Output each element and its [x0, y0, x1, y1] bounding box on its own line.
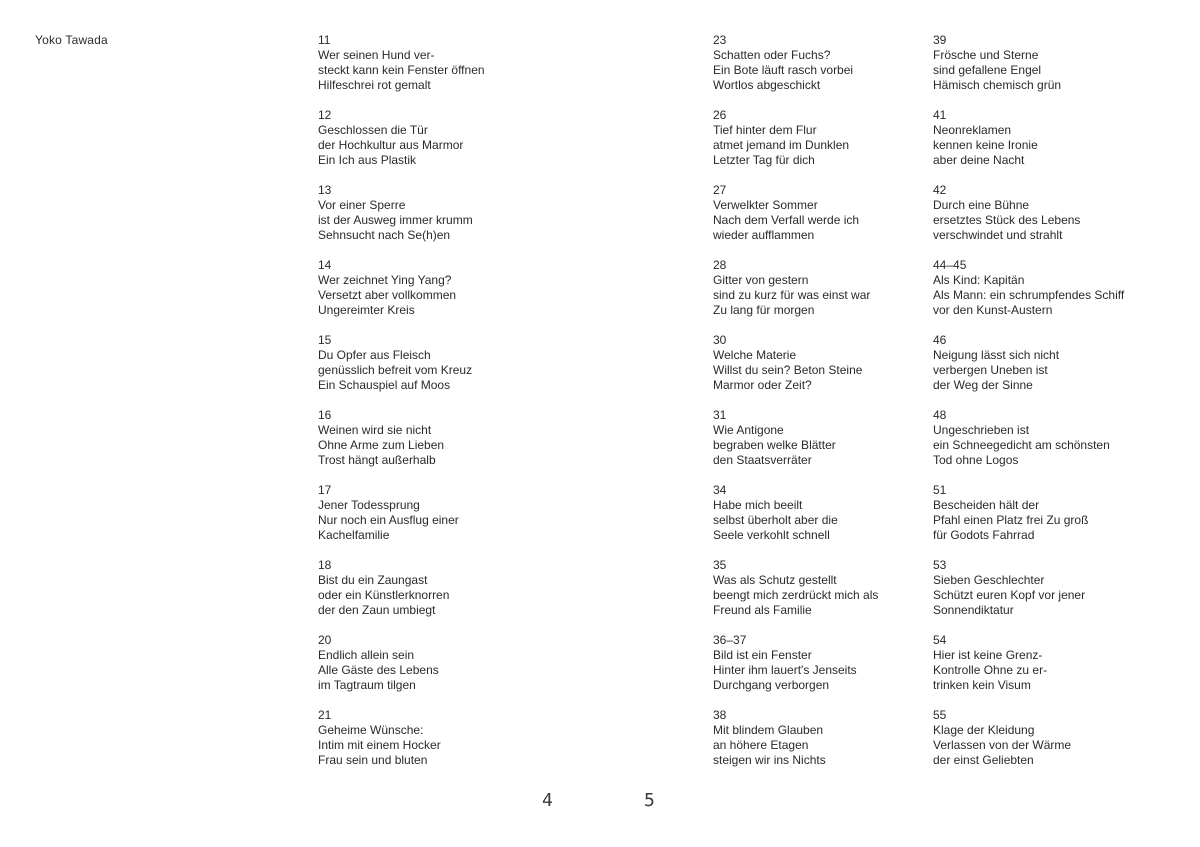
poem-line: beengt mich zerdrückt mich als [713, 588, 879, 602]
poem-line: Kachelfamilie [318, 528, 390, 542]
poem-line: Du Opfer aus Fleisch [318, 348, 431, 362]
poem-line: steckt kann kein Fenster öffnen [318, 63, 485, 77]
poem-line: Endlich allein sein [318, 648, 415, 662]
poem-line: Ohne Arme zum Lieben [318, 438, 445, 452]
poem-line: atmet jemand im Dunklen [713, 138, 850, 152]
poem-line: selbst überholt aber die [713, 513, 838, 527]
poem-line: wieder aufflammen [713, 228, 815, 242]
poem [933, 633, 1168, 708]
poem-line: Schützt euren Kopf vor jener [933, 588, 1086, 602]
poem-line: sind zu kurz für was einst war [713, 288, 871, 302]
poem-number: 17 [318, 483, 332, 497]
poem-line: Bescheiden hält der [933, 498, 1040, 512]
poem [933, 558, 1168, 633]
poem-line: Pfahl einen Platz frei Zu groß [933, 513, 1089, 527]
page-number-left: 4 [542, 790, 553, 811]
page-number-right: 5 [644, 790, 655, 811]
poem-line: Was als Schutz gestellt [713, 573, 837, 587]
poem-line: Hilfeschrei rot gemalt [318, 78, 431, 92]
poem [713, 183, 943, 258]
poem-number: 36–37 [713, 633, 747, 647]
poem-line: Vor einer Sperre [318, 198, 406, 212]
poem-line: Tief hinter dem Flur [713, 123, 817, 137]
poem-line: Intim mit einem Hocker [318, 738, 441, 752]
poem-line: Wer seinen Hund ver- [318, 48, 435, 62]
author-name: Yoko Tawada [35, 33, 108, 47]
poem-line: Ein Bote läuft rasch vorbei [713, 63, 854, 77]
poem-number: 39 [933, 33, 947, 47]
poem-line: Ungeschrieben ist [933, 423, 1030, 437]
poem-line: ist der Ausweg immer krumm [318, 213, 473, 227]
poem-number: 46 [933, 333, 947, 347]
poem [713, 483, 943, 558]
poem-column-2 [713, 33, 943, 783]
poem-line: Geheime Wünsche: [318, 723, 424, 737]
poem-line: verbergen Uneben ist [933, 363, 1048, 377]
poem [318, 483, 548, 558]
poem-line: Ein Schauspiel auf Moos [318, 378, 451, 392]
poem-line: kennen keine Ironie [933, 138, 1038, 152]
poem-line: Versetzt aber vollkommen [318, 288, 457, 302]
poem [713, 408, 943, 483]
poem-line: Zu lang für morgen [713, 303, 815, 317]
poem-line: Nach dem Verfall werde ich [713, 213, 860, 227]
poem-number: 14 [318, 258, 332, 272]
poem-number: 35 [713, 558, 727, 572]
poem-line: Trost hängt außerhalb [318, 453, 436, 467]
poem-line: Frau sein und bluten [318, 753, 428, 767]
poem-line: Weinen wird sie nicht [318, 423, 432, 437]
poem-line: Tod ohne Logos [933, 453, 1019, 467]
poem-line: Neonreklamen [933, 123, 1012, 137]
poem-column-1 [318, 33, 548, 783]
poem [318, 558, 548, 633]
poem-number: 18 [318, 558, 332, 572]
poem-number: 13 [318, 183, 332, 197]
poem [933, 33, 1168, 108]
poem-number: 28 [713, 258, 727, 272]
poem-number: 12 [318, 108, 332, 122]
poem [713, 108, 943, 183]
poem-line: Als Kind: Kapitän [933, 273, 1025, 287]
poem-number: 23 [713, 33, 727, 47]
poem [318, 33, 548, 108]
poem [318, 708, 548, 783]
poem-line: Sehnsucht nach Se(h)en [318, 228, 451, 242]
poem [933, 108, 1168, 183]
poem-line: genüsslich befreit vom Kreuz [318, 363, 473, 377]
poem-number: 51 [933, 483, 947, 497]
poem [933, 258, 1168, 333]
poem-number: 26 [713, 108, 727, 122]
poem-number: 42 [933, 183, 947, 197]
poem-line: Klage der Kleidung [933, 723, 1035, 737]
poem-line: Neigung lässt sich nicht [933, 348, 1060, 362]
poem-number: 30 [713, 333, 727, 347]
poem [933, 483, 1168, 558]
poem-line: Ungereimter Kreis [318, 303, 415, 317]
poem [713, 33, 943, 108]
poem-line: für Godots Fahrrad [933, 528, 1035, 542]
poem-line: Mit blindem Glauben [713, 723, 824, 737]
poem-column-3 [933, 33, 1168, 783]
poem-line: Verlassen von der Wärme [933, 738, 1072, 752]
poem-line: Freund als Familie [713, 603, 812, 617]
poem-line: Schatten oder Fuchs? [713, 48, 831, 62]
poem-line: Frösche und Sterne [933, 48, 1039, 62]
poem [713, 633, 943, 708]
poem-line: Verwelkter Sommer [713, 198, 818, 212]
poem [713, 258, 943, 333]
poem-line: verschwindet und strahlt [933, 228, 1063, 242]
poem [713, 708, 943, 783]
poem [318, 258, 548, 333]
poem-line: begraben welke Blätter [713, 438, 836, 452]
poem-line: steigen wir ins Nichts [713, 753, 826, 767]
poem-number: 54 [933, 633, 947, 647]
poem-line: der Hochkultur aus Marmor [318, 138, 464, 152]
poem-line: Seele verkohlt schnell [713, 528, 830, 542]
poem-line: Wer zeichnet Ying Yang? [318, 273, 452, 287]
poem-line: der den Zaun umbiegt [318, 603, 436, 617]
poem-line: Wie Antigone [713, 423, 784, 437]
poem-line: an höhere Etagen [713, 738, 809, 752]
poem-line: Marmor oder Zeit? [713, 378, 812, 392]
poem-line: Welche Materie [713, 348, 797, 362]
poem-line: Geschlossen die Tür [318, 123, 428, 137]
poem-number: 21 [318, 708, 332, 722]
poem-line: Bist du ein Zaungast [318, 573, 428, 587]
poem-line: Hinter ihm lauert's Jenseits [713, 663, 857, 677]
poem-number: 55 [933, 708, 947, 722]
poem [318, 408, 548, 483]
poem [713, 333, 943, 408]
poem-line: Willst du sein? Beton Steine [713, 363, 863, 377]
poem-line: sind gefallene Engel [933, 63, 1042, 77]
poem [933, 183, 1168, 258]
poem-line: im Tagtraum tilgen [318, 678, 416, 692]
poem-line: Jener Todessprung [318, 498, 420, 512]
poem-line: Durch eine Bühne [933, 198, 1030, 212]
poem-line: Habe mich beeilt [713, 498, 803, 512]
poem-line: Hier ist keine Grenz- [933, 648, 1043, 662]
poem [933, 408, 1168, 483]
poem-number: 44–45 [933, 258, 967, 272]
poem-line: Als Mann: ein schrumpfendes Schiff [933, 288, 1125, 302]
poem-line: Letzter Tag für dich [713, 153, 815, 167]
poem-line: Sonnendiktatur [933, 603, 1014, 617]
poem-line: Kontrolle Ohne zu er- [933, 663, 1048, 677]
poem [318, 633, 548, 708]
poem [318, 333, 548, 408]
poem-line: Bild ist ein Fenster [713, 648, 812, 662]
poem-number: 20 [318, 633, 332, 647]
poem-line: Sieben Geschlechter [933, 573, 1045, 587]
poem-line: ersetztes Stück des Lebens [933, 213, 1081, 227]
poem-number: 15 [318, 333, 332, 347]
poem-line: Hämisch chemisch grün [933, 78, 1062, 92]
poem-line: Wortlos abgeschickt [713, 78, 821, 92]
poem-number: 34 [713, 483, 727, 497]
poem-number: 11 [318, 33, 331, 47]
poem [933, 333, 1168, 408]
poem-line: der Weg der Sinne [933, 378, 1033, 392]
poem [318, 108, 548, 183]
poem-line: trinken kein Visum [933, 678, 1031, 692]
poem [933, 708, 1168, 783]
poem-number: 41 [933, 108, 947, 122]
poem-line: der einst Geliebten [933, 753, 1034, 767]
poem-line: Ein Ich aus Plastik [318, 153, 417, 167]
poem-number: 48 [933, 408, 947, 422]
poem-line: Durchgang verborgen [713, 678, 830, 692]
poem-number: 38 [713, 708, 727, 722]
poem-number: 31 [713, 408, 727, 422]
poem [318, 183, 548, 258]
poem-line: Nur noch ein Ausflug einer [318, 513, 459, 527]
poem-line: den Staatsverräter [713, 453, 812, 467]
poem-line: aber deine Nacht [933, 153, 1025, 167]
poem-line: oder ein Künstlerknorren [318, 588, 450, 602]
poem-number: 27 [713, 183, 727, 197]
poem-line: ein Schneegedicht am schönsten [933, 438, 1110, 452]
poem-number: 16 [318, 408, 332, 422]
poem-line: vor den Kunst-Austern [933, 303, 1053, 317]
poem-number: 53 [933, 558, 947, 572]
poem-line: Alle Gäste des Lebens [318, 663, 439, 677]
poem-line: Gitter von gestern [713, 273, 809, 287]
poem [713, 558, 943, 633]
